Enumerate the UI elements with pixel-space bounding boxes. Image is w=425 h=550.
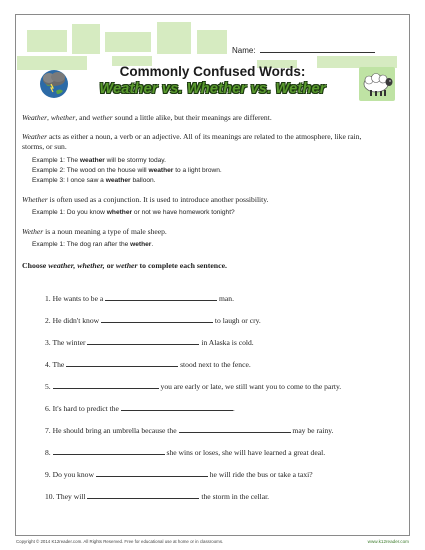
example-line (22, 208, 377, 218)
instruction-text: Choose (22, 261, 47, 270)
worksheet-subtitle: Weather vs. Whether vs. Wether (99, 81, 326, 97)
copyright-notice: Copyright © 2014 K12reader.com. All Rights Reserved. Free for educational use at home or in classrooms. (16, 539, 224, 544)
name-label: Name: (232, 46, 256, 55)
question-10 (45, 491, 269, 501)
example-text: balloon. (132, 177, 156, 184)
question-text: the storm in the cellar. (201, 492, 270, 501)
question-text: 3. The winter (45, 338, 86, 347)
question-8 (45, 447, 325, 457)
definition-text: is often used as a conjunction. It is used to introduce another possibility. (49, 195, 269, 204)
example-line (22, 176, 377, 186)
question-3 (45, 337, 254, 347)
banner-decoration (27, 30, 67, 52)
question-text: 2. He didn't know (45, 316, 100, 325)
definition-text: acts as either a noun, a verb or an adjective. All of its meanings are related to the atmosphere, like rain, storms, or sun. (22, 132, 362, 151)
instruction-text: or (106, 261, 114, 270)
example-word: weather (79, 157, 105, 164)
example-text: Example 2: The wood on the house will (32, 167, 147, 174)
example-text: to a light brown. (175, 167, 222, 174)
term: Whether (22, 195, 48, 204)
punct: , and (75, 113, 91, 122)
definition-text: is a noun meaning a type of male sheep. (45, 227, 167, 236)
example-text: Example 1: The dog ran after the (32, 241, 129, 248)
worksheet-title: Commonly Confused Words: (119, 64, 306, 79)
example-text: Example 3: I once saw a (32, 177, 104, 184)
question-2 (45, 315, 261, 325)
answer-blank[interactable] (121, 403, 233, 411)
answer-blank[interactable] (53, 381, 159, 389)
example-line (22, 240, 377, 250)
answer-blank[interactable] (96, 469, 208, 477)
question-text: 9. Do you know (45, 470, 94, 479)
question-text: to laugh or cry. (214, 316, 261, 325)
question-text: 1. He wants to be a (45, 294, 104, 303)
banner-decoration (157, 22, 191, 54)
name-field[interactable] (232, 45, 375, 55)
sheep-icon (359, 67, 395, 101)
example-text: Example 1: The (32, 157, 79, 164)
term: Weather (22, 113, 48, 122)
example-line (22, 156, 377, 166)
example-text: will be stormy today. (106, 157, 166, 164)
question-text: 8. (45, 448, 51, 457)
wether-definition (22, 227, 377, 237)
question-9 (45, 469, 313, 479)
question-text: you are early or late, we still want you to come to the party. (160, 382, 342, 391)
banner-decoration (105, 32, 151, 52)
example-word: weather (105, 177, 131, 184)
banner-decoration (72, 24, 100, 54)
question-text: . (232, 404, 235, 413)
term: wether (91, 113, 113, 122)
instruction-terms: weather, whether, (48, 261, 105, 270)
answer-blank[interactable] (179, 425, 291, 433)
answer-blank[interactable] (105, 293, 217, 301)
question-6 (45, 403, 235, 413)
example-text: or not we have homework tonight? (133, 209, 235, 216)
weather-definition (22, 132, 377, 152)
worksheet-body (22, 113, 377, 270)
punct: , (47, 113, 49, 122)
question-text: 5. (45, 382, 51, 391)
whether-definition (22, 195, 377, 205)
question-4 (45, 359, 251, 369)
question-text: 4. The (45, 360, 65, 369)
question-5 (45, 381, 341, 391)
answer-blank[interactable] (87, 491, 199, 499)
example-text: Example 1: Do you know (32, 209, 105, 216)
answer-blank[interactable] (53, 447, 165, 455)
instructions (22, 261, 377, 270)
question-7 (45, 425, 333, 435)
question-text: 10. They will (45, 492, 86, 501)
term: Wether (22, 227, 44, 236)
question-text: 6. It's hard to predict the (45, 404, 119, 413)
name-blank[interactable] (260, 45, 375, 53)
example-line (22, 166, 377, 176)
instruction-terms: wether (115, 261, 138, 270)
intro-paragraph (22, 113, 377, 123)
question-text: stood next to the fence. (180, 360, 251, 369)
site-link[interactable]: www.k12reader.com (367, 539, 409, 544)
answer-blank[interactable] (87, 337, 199, 345)
term: Weather (22, 132, 48, 141)
answer-blank[interactable] (66, 359, 178, 367)
question-text: he will ride the bus or take a taxi? (209, 470, 313, 479)
term: whether (50, 113, 76, 122)
question-1 (45, 293, 234, 303)
example-word: whether (106, 209, 133, 216)
instruction-text: to complete each sentence. (139, 261, 227, 270)
question-text: man. (219, 294, 234, 303)
example-text: . (151, 241, 154, 248)
question-text: she wins or loses, she will have learned a great deal. (166, 448, 326, 457)
question-text: in Alaska is cold. (201, 338, 254, 347)
question-text: 7. He should bring an umbrella because the (45, 426, 177, 435)
worksheet-page (15, 14, 410, 536)
example-word: weather (148, 167, 174, 174)
question-text: may be rainy. (292, 426, 334, 435)
example-word: wether (130, 241, 152, 248)
answer-blank[interactable] (101, 315, 213, 323)
intro-text: sound a little alike, but their meanings are different. (114, 113, 272, 122)
banner-decoration (197, 30, 227, 54)
